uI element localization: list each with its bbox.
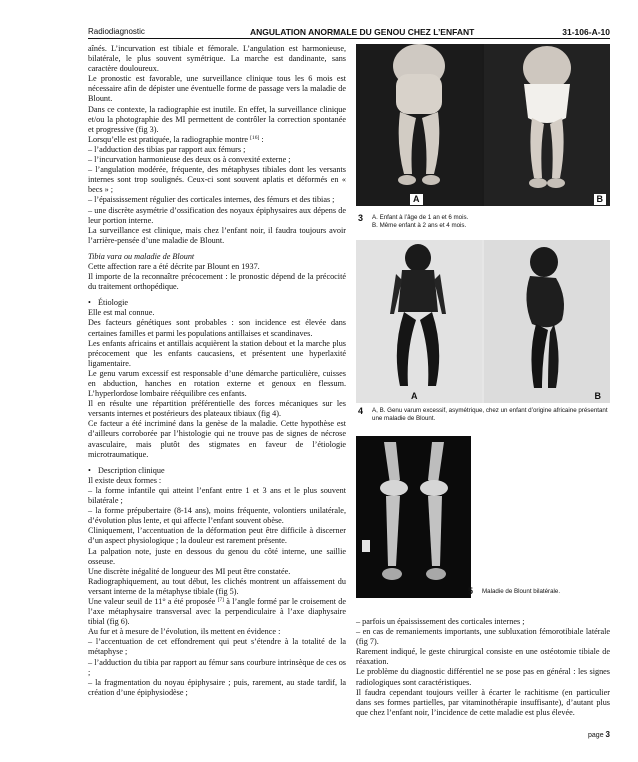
list-item: – l’adduction du tibia par rapport au fémur sans courbure intrinsèque de ces os ;	[88, 657, 346, 677]
paragraph: aînés. L’incurvation est tibiale et fémorale. L’angulation est harmonieuse, bilatérale, le plus souvent symétrique. La marche est dandinante, sans caractère douloureux.	[88, 44, 346, 74]
figure-caption: A, B. Genu varum excessif, asymétrique, chez un enfant d’origine africaine présentant une maladie de Blount.	[372, 407, 608, 422]
list-item: – la forme infantile qui atteint l’enfant entre 1 et 3 ans et le plus souvent bilatérale ;	[88, 485, 346, 506]
right-column	[356, 617, 610, 718]
list-item: – parfois un épaississement des corticales internes ;	[356, 617, 525, 626]
figure-number: 4	[358, 406, 364, 416]
footer-label: page	[588, 732, 604, 739]
paragraph: La surveillance est clinique, mais chez l’enfant noir, il faudra toujours avoir l’arrière-pensée d’une maladie de Blount.	[88, 225, 346, 245]
left-column	[88, 44, 346, 698]
citation-ref: [7]	[217, 596, 224, 603]
list-item: – l’adduction des tibias par rapport aux fémurs ;	[88, 144, 246, 154]
paragraph: Dans ce contexte, la radiographie est inutile. En effet, la surveillance clinique et/ou la photographie des MI permettent de contrôler la correction spontanée et progressive (fig 3).	[88, 104, 346, 134]
figure-4-letter-b: B	[592, 391, 605, 402]
citation-ref: [16]	[250, 134, 260, 141]
list-item: – une discrète asymétrie d’ossification des noyaux épiphysaires aux dépens de leur portion interne.	[88, 205, 346, 225]
page-number: 3	[605, 730, 610, 739]
list-item: – l’épaississement régulier des corticales internes, des fémurs et des tibias ;	[88, 195, 335, 205]
figure-4-photo	[356, 240, 610, 403]
section-title: Tibia vara ou maladie de Blount	[88, 251, 195, 261]
list-item: – la forme prépubertaire (8-14 ans), moins fréquente, volontiers unilatérale, d’évolution plus lente, et qui affecte l’enfant souvent obèse.	[88, 506, 346, 526]
paragraph: Radiographiquement, au tout début, les clichés montrent un affaissement du versant interne de la métaphyse tibiale (fig 5).	[88, 576, 346, 596]
list-item: – l’accentuation de cet effondrement qui peut s’étendre à la totalité de la métaphyse ;	[88, 637, 346, 657]
paragraph: Rarement indiqué, le geste chirurgical consiste en une ostéotomie tibiale de réaxation.	[356, 647, 610, 667]
subsection-title: • Description clinique	[88, 466, 346, 476]
paragraph: Au fur et à mesure de l’évolution, ils mettent en évidence :	[88, 627, 281, 637]
paragraph: Le problème du diagnostic différentiel ne se pose pas en général : les signes radiologiques sont caractéristiques.	[356, 667, 610, 687]
header-reference: 31-106-A-10	[562, 27, 610, 37]
child-legs-photo-icon	[356, 44, 610, 206]
paragraph: Il faudra cependant toujours veiller à écarter le rachitisme (en particulier dans ses formes partielles, par vitaminothérapie insuffisante), d’autant plus que chez l’enfant noir, l’incidence de cette maladie est plus élevée.	[356, 687, 610, 717]
paragraph: Il existe deux formes :	[88, 475, 162, 485]
paragraph: Elle est mal connue.	[88, 308, 155, 318]
figure-number: 5	[468, 586, 474, 596]
paragraph: Des facteurs génétiques sont probables : son incidence est élevée dans certaines familles et parmi les populations antillaises et scandinaves.	[88, 318, 346, 338]
paragraph: Le pronostic est favorable, une surveillance clinique tous les 6 mois est nécessaire afin de dépister une éventuelle forme de passage vers la maladie de Blount.	[88, 74, 346, 104]
page-footer	[588, 730, 610, 739]
list-item: – la fragmentation du noyau épiphysaire ; puis, rarement, au stade tardif, la création d’une épiphysiodèse ;	[88, 677, 346, 697]
figure-5	[356, 436, 610, 606]
paragraph: Il en résulte une répartition préférentielle des forces mécaniques sur les versants internes et postérieurs des plateaux tibiaux (fig 4).	[88, 399, 346, 419]
paragraph: Il importe de la reconnaître précocement : le pronostic dépend de la précocité du traitement orthopédique.	[88, 272, 346, 292]
figure-4	[356, 240, 610, 430]
paragraph: Lorsqu’elle est pratiquée, la radiographie montre [16] :	[88, 134, 264, 144]
paragraph: Ce facteur a été incriminé dans la genèse de la maladie. Cette hypothèse est d’ailleurs corroborée par l’histologie qui ne trouve pas de signes de nécrose avasculaire, mais plutôt des stigmates en faveur de l’étiologie microtraumatique.	[88, 419, 346, 459]
figure-3	[356, 44, 610, 234]
header-title: ANGULATION ANORMALE DU GENOU CHEZ L’ENFANT	[250, 27, 475, 37]
figure-caption: Maladie de Blount bilatérale.	[482, 588, 561, 595]
subsection-title: • Étiologie	[88, 298, 346, 308]
figure-number: 3	[358, 213, 364, 223]
figure-5-radiograph	[356, 436, 474, 598]
header-section: Radiodiagnostic	[88, 27, 145, 36]
blount-children-photo-icon	[356, 240, 610, 403]
figure-caption: A. Enfant à l’âge de 1 an et 6 mois. B. Même enfant à 2 ans et 4 mois.	[372, 214, 469, 229]
paragraph: Les enfants africains et antillais acquièrent la station debout et la marche plus précocement que les enfants caucasiens, et présentent une hyperlaxité ligamentaire.	[88, 338, 346, 368]
paragraph: Le genu varum excessif est responsable d’une démarche particulière, cuisses en abduction, hanches en rotation externe et genoux en flessum. L’hyperlordose lombaire rééquilibre ces enfants.	[88, 368, 346, 399]
paragraph: Cliniquement, l’accentuation de la déformation peut être difficile à discerner d’un aspect physiologique ; la douleur est rarement présente.	[88, 526, 346, 546]
list-item: – en cas de remaniements importants, une subluxation fémorotibiale latérale (fig 7).	[356, 627, 610, 647]
figure-4-letter-a: A	[408, 391, 421, 402]
header-rule	[88, 38, 610, 39]
figure-3-letter-a: A	[410, 194, 423, 205]
figure-3-letter-b: B	[594, 194, 607, 205]
list-item: – l’angulation modérée, fréquente, des métaphyses tibiales dont les versants internes sont trop soulignés. Ceux-ci sont souvent aplatis et déformés en « becs » ;	[88, 165, 346, 195]
figure-3-photo	[356, 44, 610, 206]
paragraph: Une valeur seuil de 11° a été proposée [7] à l’angle formé par le croisement de l’axe métaphysaire transversal avec la perpendiculaire à l’axe diaphysaire tibial (fig 6).	[88, 596, 346, 627]
paragraph: La palpation note, juste en dessous du genou du côté interne, une saillie osseuse.	[88, 546, 346, 566]
knee-radiograph-icon	[356, 436, 474, 598]
paragraph: Cette affection rare a été décrite par Blount en 1937.	[88, 261, 260, 271]
paragraph: Une discrète inégalité de longueur des MI peut être constatée.	[88, 566, 291, 576]
list-item: – l’incurvation harmonieuse des deux os à convexité externe ;	[88, 155, 291, 165]
